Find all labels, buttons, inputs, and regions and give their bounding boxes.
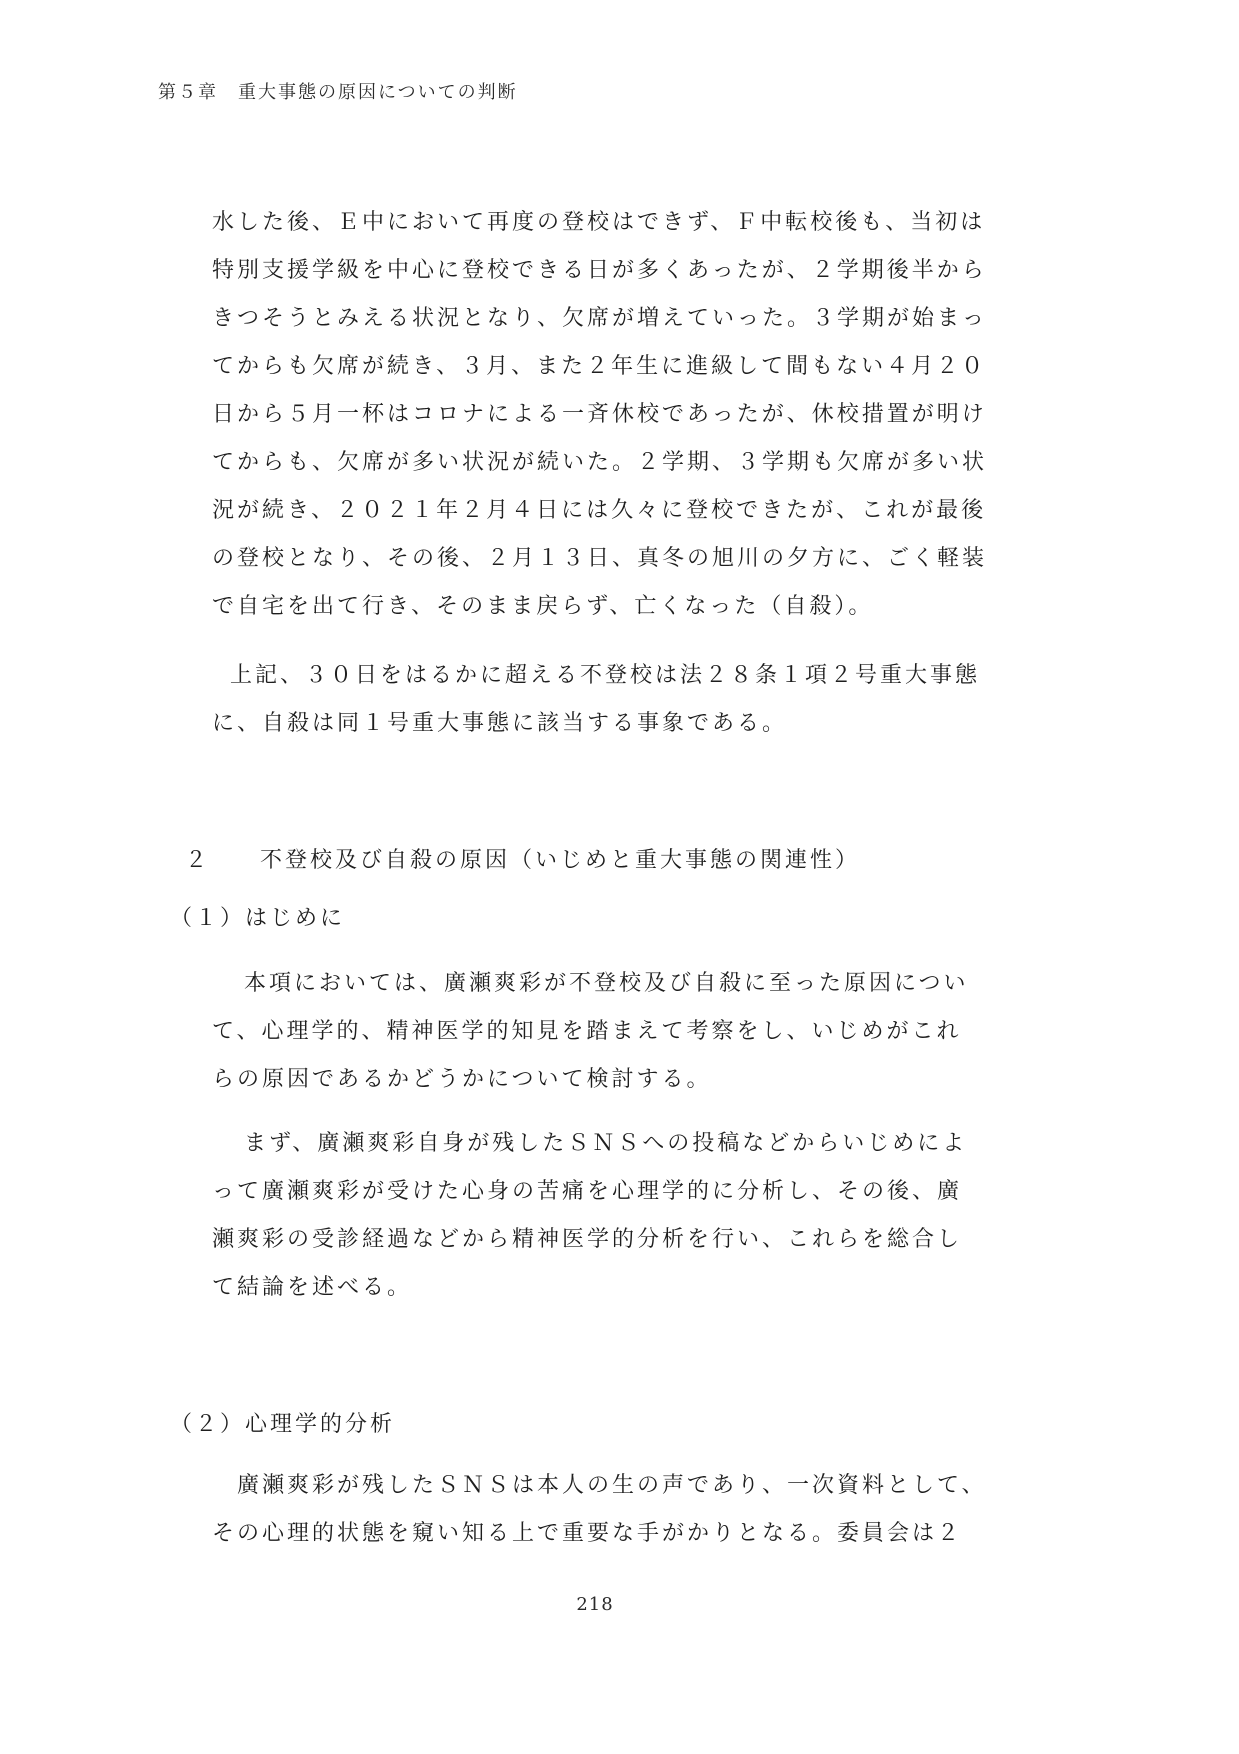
text-line: の登校となり、その後、２月１３日、真冬の旭川の夕方に、ごく軽装 [212,546,988,571]
text-line: って廣瀬爽彩が受けた心身の苦痛を心理学的に分析し、その後、廣 [212,1179,963,1204]
section-heading-2: ２ 不登校及び自殺の原因（いじめと重大事態の関連性） [185,848,861,873]
text-line: に、自殺は同１号重大事態に該当する事象である。 [212,711,788,736]
text-line: 特別支援学級を中心に登校できる日が多くあったが、２学期後半から [212,258,987,283]
chapter-header: 第５章 重大事態の原因についての判断 [158,82,518,103]
text-line: きつそうとみえる状況となり、欠席が増えていった。３学期が始まっ [212,306,988,331]
paragraph-introduction [212,960,982,1104]
page-number: 218 [576,1594,614,1615]
text-line: 瀬爽彩の受診経過などから精神医学的分析を行い、これらを総合し [212,1227,963,1252]
text-line: て、心理学的、精神医学的知見を踏まえて考察をし、いじめがこれ [212,1019,962,1044]
text-line: 水した後、Ｅ中において再度の登校はできず、Ｆ中転校後も、当初は [212,210,986,235]
text-line: 況が続き、２０２１年２月４日には久々に登校できたが、これが最後 [212,498,987,523]
paragraph-legal-classification [212,652,982,748]
text-line: で自宅を出て行き、そのまま戻らず、亡くなった（自殺）。 [212,594,874,619]
paragraph-psychological-analysis [212,1462,987,1558]
paragraph-analysis-method [212,1120,982,1312]
text-line: 廣瀬爽彩が残したＳＮＳは本人の生の声であり、一次資料として、 [237,1473,987,1498]
text-line: その心理的状態を窺い知る上で重要な手がかりとなる。委員会は２ [212,1521,963,1546]
text-line: てからも、欠席が多い状況が続いた。２学期、３学期も欠席が多い状 [212,450,988,475]
text-line: らの原因であるかどうかについて検討する。 [212,1067,712,1092]
subsection-heading-2: （２）心理学的分析 [170,1412,396,1437]
text-line: まず、廣瀬爽彩自身が残したＳＮＳへの投稿などからいじめによ [244,1131,968,1156]
text-line: て結論を述べる。 [212,1275,413,1300]
subsection-heading-1: （１）はじめに [170,906,346,931]
text-line: 上記、３０日をはるかに超える不登校は法２８条１項２号重大事態 [230,663,981,688]
text-line: 日から５月一杯はコロナによる一斉休校であったが、休校措置が明け [212,402,987,427]
text-line: てからも欠席が続き、３月、また２年生に進級して間もない４月２０ [212,354,987,379]
text-line: 本項においては、廣瀬爽彩が不登校及び自殺に至った原因につい [244,971,969,996]
paragraph-attendance-history [212,199,988,631]
